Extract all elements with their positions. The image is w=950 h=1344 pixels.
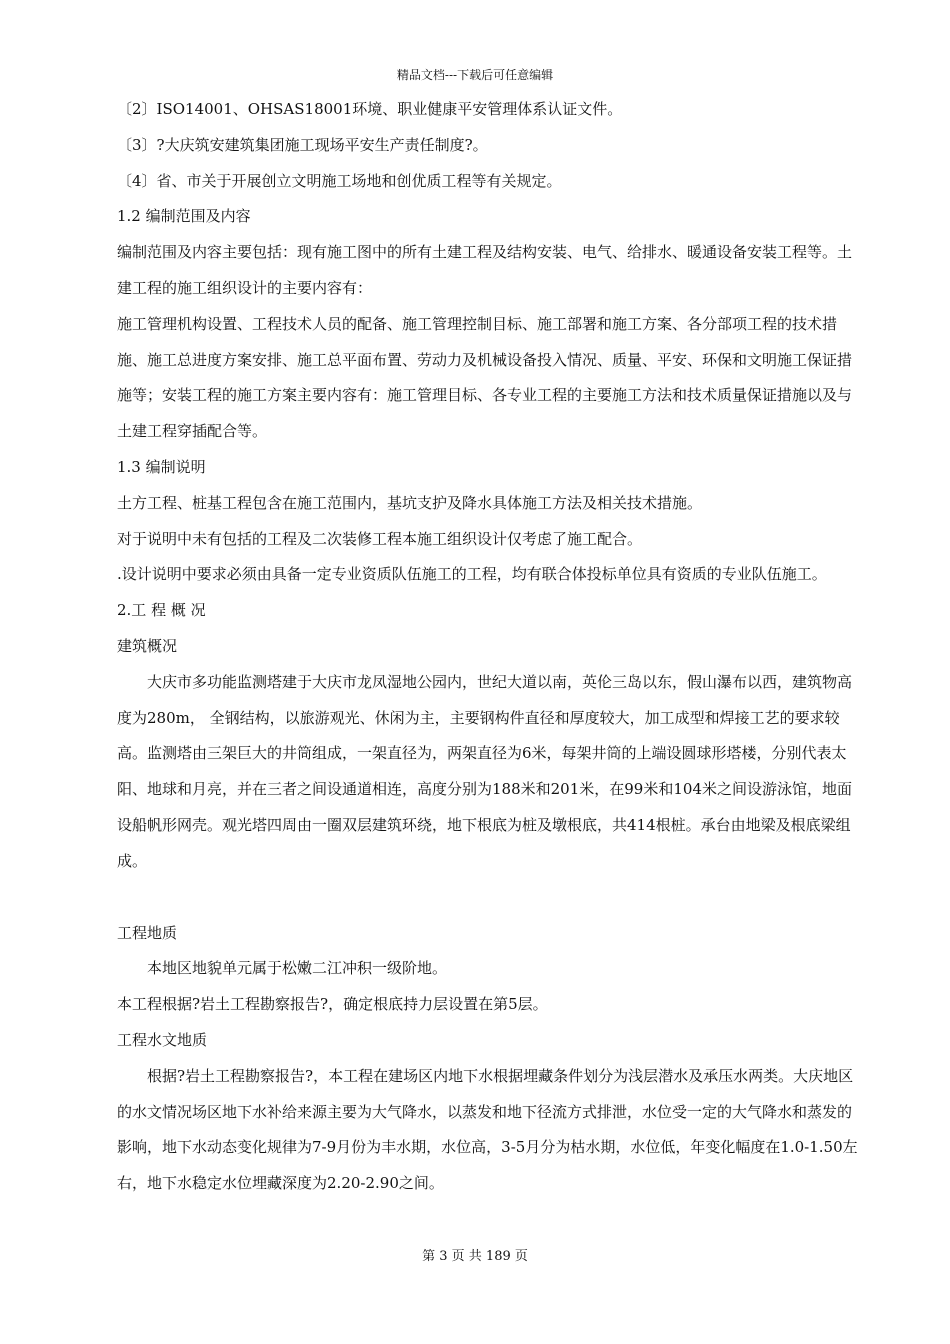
section-heading-1-2: 1.2 编制范围及内容 — [117, 207, 251, 226]
geology-paragraph-2: 本工程根据?岩土工程勘察报告?，确定根底持力层设置在第5层。 — [117, 995, 548, 1014]
subheading-building-overview: 建筑概况 — [117, 636, 178, 655]
document-body — [117, 92, 862, 1202]
page-header: 精品文档---下载后可任意编辑 — [396, 68, 554, 82]
geology-paragraph-1: 本地区地貌单元属于松嫩二江冲积一级阶地。 — [147, 959, 448, 978]
page-footer: 第 3 页 共 189 页 — [422, 1249, 528, 1264]
building-overview-paragraph: 大庆市多功能监测塔建于大庆市龙凤湿地公园内，世纪大道以南，英伦三岛以东，假山瀑布以西，建筑物高度为280m， 全钢结构，以旅游观光、休闲为主，主要钢构件直径和厚度较大，加工成型和焊接工艺的要求较高。监测塔由三架巨大的井筒组成，一架直径为，两架直径为6米，每架井筒的上端设圆球形塔楼，分别代表太阳、地球和月亮，并在三者之间设通道相连，高度分别为188米和201米，在99米和104米之间设游泳馆，地面设船帆形网壳。观光塔四周由一圈双层建筑环绕，地下根底为桩及墩根底，共414根桩。承台由地梁及根底梁组成。 — [117, 672, 853, 870]
section-heading-1-3: 1.3 编制说明 — [117, 457, 206, 476]
section-heading-2: 2.工 程 概 况 — [117, 601, 206, 620]
reference-item-2: 〔2〕ISO14001、OHSAS18001环境、职业健康平安管理体系认证文件。 — [117, 100, 623, 118]
scope-paragraph: 编制范围及内容主要包括：现有施工图中的所有土建工程及结构安装、电气、给排水、暖通设备安装工程等。土建工程的施工组织设计的主要内容有： — [117, 243, 853, 297]
reference-item-4: 〔4〕省、市关于开展创立文明施工场地和创优质工程等有关规定。 — [117, 171, 562, 190]
reference-item-3: 〔3〕?大庆筑安建筑集团施工现场平安生产责任制度?。 — [117, 135, 488, 154]
blank-line — [117, 880, 862, 916]
subheading-hydrogeology: 工程水文地质 — [117, 1030, 208, 1049]
contents-paragraph: 施工管理机构设置、工程技术人员的配备、施工管理控制目标、施工部署和施工方案、各分部项工程的技术措施、施工总进度方案安排、施工总平面布置、劳动力及机械设备投入情况、质量、平安、环保和文明施工保证措施等；安装工程的施工方案主要内容有：施工管理目标、各专业工程的主要施工方法和技术质量保证措施以及与土建工程穿插配合等。 — [117, 314, 853, 441]
notes-paragraph-1: 土方工程、桩基工程包含在施工范围内，基坑支护及降水具体施工方法及相关技术措施。 — [117, 493, 703, 512]
hydrogeology-paragraph: 根据?岩土工程勘察报告?，本工程在建场区内地下水根据埋藏条件划分为浅层潜水及承压水两类。大庆地区的水文情况场区地下水补给来源主要为大气降水，以蒸发和地下径流方式排泄，水位受一定的大气降水和蒸发的影响，地下水动态变化规律为7-9月份为丰水期，水位高，3-5月分为枯水期，水位低，年变化幅度在1.0-1.50左右，地下水稳定水位埋藏深度为2.20-2.90之间。 — [117, 1066, 858, 1193]
notes-paragraph-3: .设计说明中要求必须由具备一定专业资质队伍施工的工程，均有联合体投标单位具有资质的专业队伍施工。 — [117, 565, 827, 584]
subheading-geology: 工程地质 — [117, 923, 178, 942]
notes-paragraph-2: 对于说明中未有包括的工程及二次装修工程本施工组织设计仅考虑了施工配合。 — [117, 529, 643, 548]
